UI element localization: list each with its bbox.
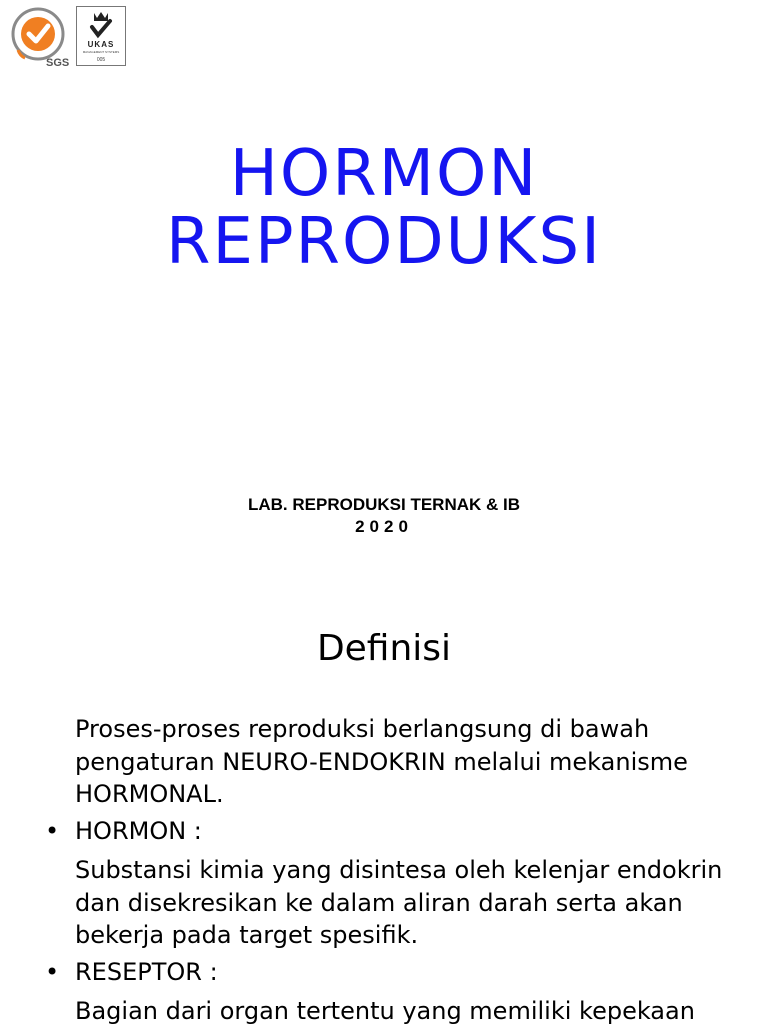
lab-subtitle (0, 494, 768, 538)
bullet-label: HORMON : (75, 816, 202, 845)
bullet-hormon (45, 815, 745, 848)
ukas-sub-text: MANAGEMENT SYSTEMS (82, 50, 120, 54)
bullet-dot: • (45, 816, 60, 845)
lab-name: LAB. REPRODUKSI TERNAK & IB (247, 495, 520, 514)
certification-logos (10, 6, 126, 68)
title-line-1: HORMON (229, 137, 539, 211)
title-line-2: REPRODUKSI (166, 205, 602, 279)
sgs-certification-seal-icon (10, 6, 70, 68)
bullet-description: Substansi kimia yang disintesa oleh kelenjar endokrin dan disekresikan ke dalam aliran darah serta akan bekerja pada target spesifik. (75, 856, 723, 949)
sgs-text: SGS (46, 57, 70, 68)
ukas-crown-check-icon (76, 6, 126, 66)
section-heading: Definisi (316, 628, 452, 669)
ukas-text: UKAS (87, 40, 115, 49)
lab-year: 2020 (355, 517, 413, 536)
intro-paragraph: Proses-proses reproduksi berlangsung di bawah pengaturan NEURO-ENDOKRIN melalui mekanisme HORMONAL. (75, 715, 688, 808)
bullet-description: Bagian dari organ tertentu yang memiliki kepekaan (75, 997, 695, 1025)
definition-body (45, 713, 745, 1028)
ukas-code-text: 005 (96, 57, 106, 63)
bullet-label: RESEPTOR : (75, 957, 218, 986)
slide-title (0, 137, 768, 279)
bullet-dot: • (45, 957, 60, 986)
bullet-reseptor (45, 956, 745, 989)
